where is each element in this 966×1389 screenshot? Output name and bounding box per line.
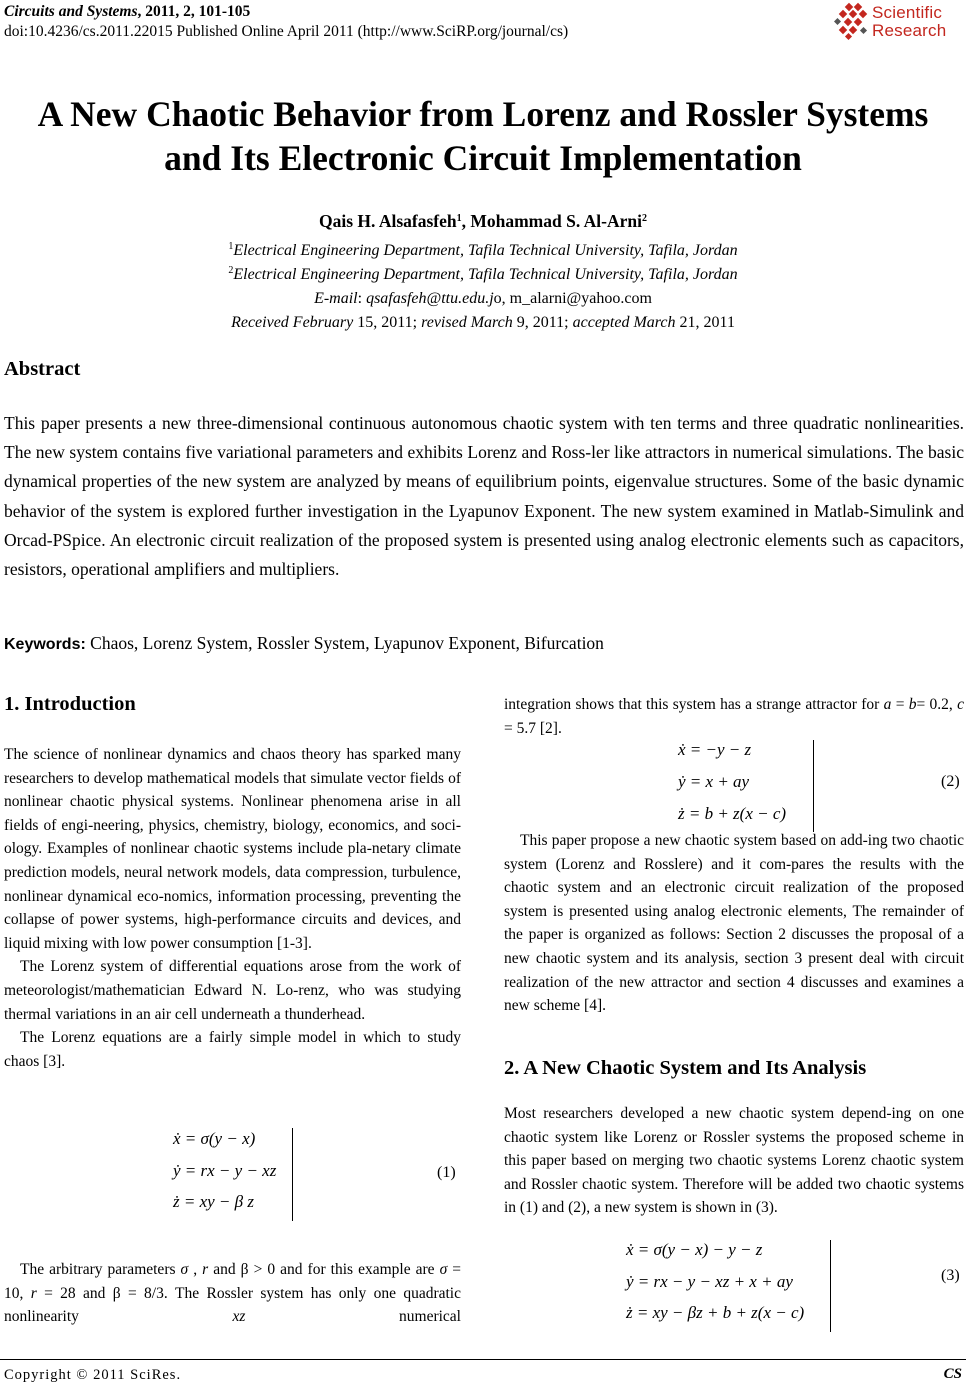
param-text-f: numerical (245, 1308, 461, 1326)
accepted-label: accepted March (572, 314, 676, 331)
paper-title (0, 92, 966, 180)
rossler-var-c: c (957, 696, 964, 713)
equation-3-line-1: ẋ = σ(y − x) − y − z (626, 1240, 763, 1259)
keywords-label: Keywords: (4, 636, 86, 653)
parameters-text (4, 1258, 461, 1329)
equation-1-line-3: ż = xy − β z (173, 1192, 254, 1211)
journal-name: Circuits and Systems (4, 3, 138, 20)
title-line-2: and Its Electronic Circuit Implementation (164, 138, 802, 178)
param-text-b: , (188, 1261, 203, 1278)
equation-1-line-2: ẏ = rx − y − xz (173, 1161, 277, 1180)
equation-2-line-1: ẋ = −y − z (678, 740, 752, 759)
author-list (0, 210, 966, 232)
param-text-c: and β > 0 and for this example are (208, 1261, 440, 1278)
journal-header (4, 2, 568, 42)
intro-paragraph-3: The Lorenz equations are a fairly simple model in which to study chaos [3]. (4, 1029, 461, 1070)
affiliation-2 (0, 264, 966, 285)
author-separator: , (461, 211, 471, 231)
equation-3-block (623, 1240, 831, 1332)
rossler-text-b: = (891, 696, 909, 713)
rossler-var-b: b (908, 696, 917, 713)
rossler-text-d: = 5.7 [2]. (504, 719, 562, 737)
received-date: 15, 2011; (353, 314, 422, 331)
author-2-sup: 2 (641, 213, 647, 224)
affiliation-2-sup: 2 (228, 265, 234, 276)
equation-2-line-2: ẏ = x + ay (678, 772, 750, 791)
received-label: Received February (231, 314, 354, 331)
rossler-paragraph (504, 693, 964, 740)
rossler-text-c: = 0.2, (916, 696, 958, 713)
affiliation-1-text: Electrical Engineering Department, Tafila Technical University, Tafila, Jordan (233, 242, 738, 259)
equation-2-number: (2) (941, 773, 960, 790)
affiliation-1-sup: 1 (228, 241, 234, 252)
param-r-1: r (202, 1261, 209, 1278)
section-2-paragraph: Most researchers developed a new chaotic system depend-ing on one chaotic system like Lorenz or Rossler systems the proposed scheme in this paper based on merging two chaotic systems Lorenz chaotic system and Rossler chaotic system. Therefore will be added two chaotic systems in (1) and (2), a new system is shown in (3). (504, 1105, 964, 1217)
scirp-logo-icon (834, 2, 870, 42)
footer-divider (0, 1359, 966, 1360)
footer-journal-abbr: CS (943, 1366, 962, 1382)
revised-label: revised March (421, 314, 513, 331)
right-column-body (504, 829, 964, 1018)
equation-1-number: (1) (437, 1164, 456, 1181)
equation-3-line-2: ẏ = rx − y − xz + x + ay (626, 1272, 793, 1291)
logo-text-research: Research (872, 21, 947, 40)
logo-text-scientific: Scientific (872, 3, 943, 22)
left-column-body (4, 743, 461, 1073)
intro-paragraph-2: The Lorenz system of differential equations arose from the work of meteorologist/mathematician Edward N. Lo-renz, who was studying thermal variations in an air cell underneath a thunderhead. (4, 958, 461, 1023)
equation-1-line-1: ẋ = σ(y − x) (173, 1129, 256, 1148)
revised-date: 9, 2011; (512, 314, 573, 331)
equation-2-line-3: ż = b + z(x − c) (678, 804, 787, 823)
proposal-paragraph: This paper propose a new chaotic system based on add-ing two chaotic system (Lorenz and Rosslere) and it com-pares the results with the chaotic system and an electronic circuit realization of the proposed system is presented using analog electronic elements, The remainder of the paper is organized as follows: Section 2 discusses the proposal of a new chaotic system and its analysis, section 3 present deal with circuit realization of the new attractor and section 4 discusses and examines a new scheme [4]. (504, 832, 964, 1015)
param-r-2: r (30, 1284, 37, 1302)
rossler-text-a: integration shows that this system has a strange attractor for (504, 696, 884, 713)
equation-2-block (675, 740, 814, 832)
abstract-heading: Abstract (4, 358, 81, 380)
equation-3-number: (3) (941, 1267, 960, 1284)
affiliation-2-text: Electrical Engineering Department, Tafila Technical University, Tafila, Jordan (233, 266, 738, 283)
right-column-intro (504, 693, 964, 740)
keywords-line (4, 633, 604, 654)
email-colon: : (357, 290, 367, 307)
title-line-1: A New Chaotic Behavior from Lorenz and Rossler Systems (37, 94, 929, 134)
doi-line: doi:10.4236/cs.2011.22015 Published Online April 2011 (http://www.SciRP.org/journal/cs) (4, 23, 569, 40)
author-2: Mohammad S. Al-Arni (470, 211, 642, 231)
equation-1-block (170, 1128, 293, 1221)
equation-3-line-3: ż = xy − βz + b + z(x − c) (626, 1303, 805, 1322)
author-1-sup: 1 (456, 213, 462, 224)
email-label: E-mail (314, 290, 358, 307)
email-1[interactable]: qsafasfeh@ttu.edu.j (366, 290, 494, 307)
param-text-a: The arbitrary parameters (20, 1261, 181, 1278)
section-2-body (504, 1102, 964, 1220)
param-text-e: = 28 and β = 8/3. The Rossler system has only one quadratic nonlinearity (4, 1284, 461, 1326)
received-line (0, 312, 966, 333)
author-1: Qais H. Alsafasfeh (319, 211, 457, 231)
email-2[interactable]: o, m_alarni@yahoo.com (493, 290, 652, 307)
intro-paragraph-1: The science of nonlinear dynamics and chaos theory has sparked many researchers to develop mathematical models that simulate vector fields of nonlinear chaotic physical systems. Nonlinear phenomena arise in all fields of engi-neering, physics, chemistry, biology, economics, and soci-ology. Examples of nonlinear chaotic systems include pla-netary climate prediction models, neural network models, data compression, turbulence, nonlinear dynamical eco-nomics, information processing, preventing the collapse of power systems, high-performance circuits and devices, and liquid mixing with low power consumption [1-3]. (4, 746, 461, 952)
accepted-date: 21, 2011 (675, 314, 735, 331)
param-text-d: = 10, (4, 1261, 462, 1302)
email-line (0, 288, 966, 309)
section-1-heading: 1. Introduction (4, 693, 136, 715)
param-sigma-2: σ (439, 1261, 448, 1278)
param-xz: xz (232, 1308, 246, 1326)
affiliation-1 (0, 240, 966, 261)
param-sigma-1: σ (180, 1261, 189, 1278)
abstract-text: This paper presents a new three-dimensional continuous autonomous chaotic system with ten terms and three quadratic nonlinearities. The new system contains five variational parameters and exhibits Lorenz and Ross-ler like attractors in numerical simulations. The basic dynamical properties of the new system are analyzed by means of equilibrium points, eigenvalue structures. Some of the basic dynamic behavior of the system is explored further investigation in the Lyapunov Exponent. The new system examined in Matlab-Simulink and Orcad-PSpice. An electronic circuit realization of the proposed system is presented using analog electronic elements such as capacitors, resistors, operational amplifiers and multipliers. (4, 413, 964, 580)
journal-volume: , 2011, 2, 101-105 (137, 3, 251, 20)
footer-copyright: Copyright © 2011 SciRes. (4, 1367, 182, 1383)
keywords-text: Chaos, Lorenz System, Rossler System, Lyapunov Exponent, Bifurcation (85, 633, 604, 653)
section-2-heading: 2. A New Chaotic System and Its Analysis (504, 1057, 867, 1079)
parameters-paragraph (4, 1258, 461, 1329)
publisher-logo (834, 2, 964, 44)
rossler-var-a: a (883, 696, 892, 713)
